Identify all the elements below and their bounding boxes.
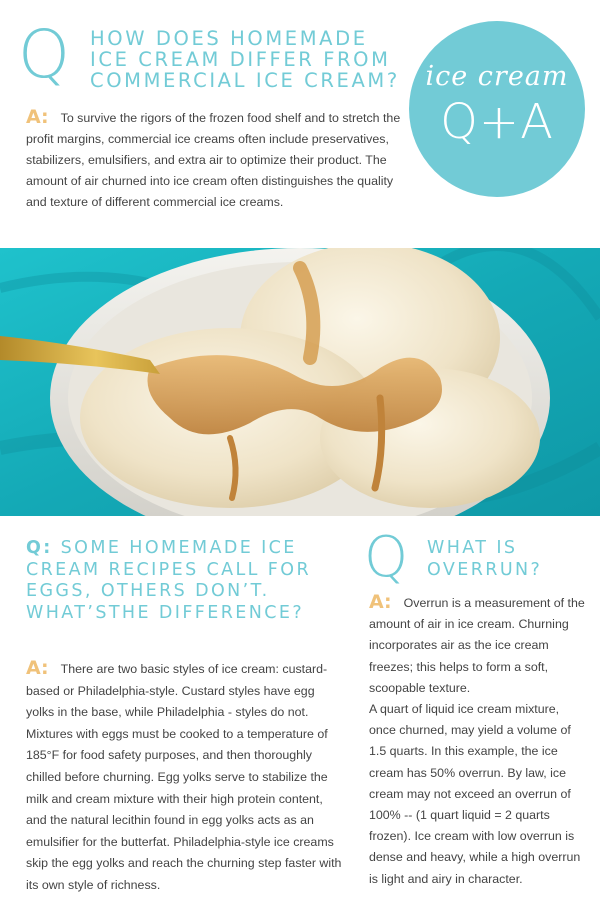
q3-question-title: WHAT IS OVERRUN? bbox=[427, 538, 543, 580]
badge-script-text: ice cream bbox=[425, 61, 569, 92]
q2-question-title bbox=[26, 538, 331, 624]
q2-answer-text: There are two basic styles of ice cream: custard-based or Philadelphia-style. Custard styles have egg yolks in the base, while Philadelphia - styles do not. Mixtures with eggs must be cooked to a temperature of 185°F for food safety purposes, and then thoroughly chilled before churning. Egg yolks serve to stabilize the milk and cream mixture with their high protein content, and the natural lecithin found in egg yolks acts as an emulsifier for the butterfat. Philadelphia-style ice creams skip the egg yolks and reach the churning step faster with its own style of richness. bbox=[26, 662, 342, 892]
q1-answer-text: To survive the rigors of the frozen food shelf and to stretch the profit margins, commercial ice creams often include preservatives, stabilizers, emulsifiers, and extra air to optimize their product. The amount of air churned into ice cream often distinguishes the quality and texture of different commercial ice creams. bbox=[26, 111, 401, 209]
top-qa-section bbox=[0, 0, 600, 248]
badge-qa-text: Q+A bbox=[440, 94, 554, 150]
q1-answer-mark: A: bbox=[26, 106, 49, 128]
q2-answer-mark: A: bbox=[26, 657, 49, 679]
q2-answer bbox=[26, 658, 344, 897]
q1-answer bbox=[26, 107, 401, 213]
q2-prefix: Q: bbox=[26, 538, 53, 558]
q3-big-letter: Q bbox=[364, 525, 409, 590]
q3-answer-text-1: Overrun is a measurement of the amount of air in ice cream. Churning incorporates air as the ice cream freezes; this helps to form a soft, scoopable texture. bbox=[369, 596, 585, 695]
ice-cream-qa-badge bbox=[409, 21, 585, 197]
q2-title-text: SOME HOMEMADE ICE CREAM RECIPES CALL FOR EGGS, OTHERS DON’T. WHAT’STHE DIFFERENCE? bbox=[26, 538, 311, 623]
q1-big-letter: Q bbox=[18, 16, 70, 93]
q3-answer bbox=[369, 592, 589, 890]
ice-cream-photo bbox=[0, 248, 600, 516]
q3-answer-text-2: A quart of liquid ice cream mixture, once churned, may yield a volume of 1.5 quarts. In this example, the ice cream has 50% overrun. By law, ice cream may not exceed an overrun of 100% -- (1 quart liquid = 2 quarts frozen). Ice cream with low overrun is dense and heavy, while a high overrun is light and airy in character. bbox=[369, 702, 581, 886]
q1-question-title: HOW DOES HOMEMADE ICE CREAM DIFFER FROM COMMERCIAL ICE CREAM? bbox=[90, 27, 400, 92]
q3-answer-mark: A: bbox=[369, 591, 392, 613]
ice-cream-bowl-illustration bbox=[0, 248, 600, 516]
